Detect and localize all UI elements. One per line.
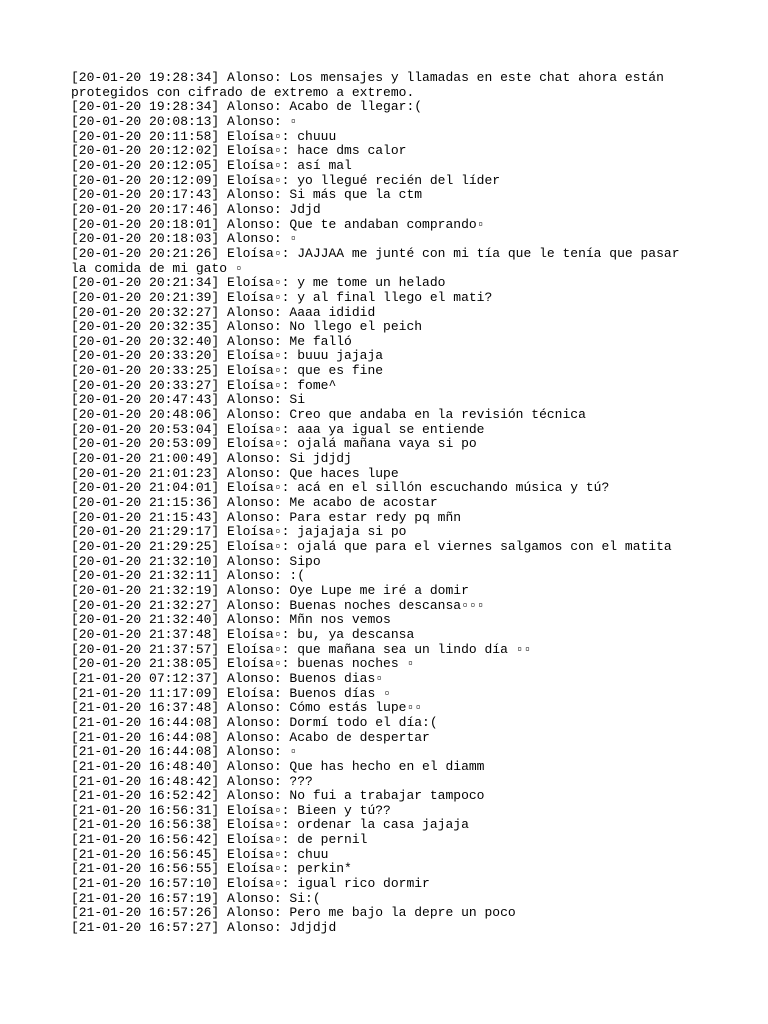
chat-message-line: [20-01-20 20:18:01] Alonso: Que te andaban comprando▫ (71, 216, 485, 232)
chat-message-line: [21-01-20 16:56:31] Eloísa▫: Bieen y tú?? (71, 802, 391, 818)
chat-message-line: [20-01-20 19:28:34] Alonso: Los mensajes y llamadas en este chat ahora están protegidos con cifrado de extremo a extremo. (71, 70, 672, 100)
chat-message-line: [20-01-20 21:04:01] Eloísa▫: acá en el sillón escuchando música y tú? (71, 480, 610, 496)
chat-message-line: [20-01-20 20:21:26] Eloísa▫: JAJJAA me junté con mi tía que le tenía que pasar la comida de mi gato ▫ (71, 245, 688, 276)
chat-message-line: [21-01-20 16:57:19] Alonso: Si:( (71, 890, 321, 906)
chat-message-line: [20-01-20 20:18:03] Alonso: ▫ (71, 231, 298, 247)
chat-message-line: [20-01-20 21:32:27] Alonso: Buenas noches descansa▫▫▫ (71, 597, 485, 613)
chat-message-line: [20-01-20 20:08:13] Alonso: ▫ (71, 113, 298, 129)
chat-message-line: [21-01-20 16:57:10] Eloísa▫: igual rico dormir (71, 876, 430, 892)
chat-message-line: [21-01-20 16:52:42] Alonso: No fui a trabajar tampoco (71, 788, 485, 804)
chat-message-line: [20-01-20 20:33:20] Eloísa▫: buuu jajaja (71, 348, 384, 364)
chat-message-line: [20-01-20 21:15:36] Alonso: Me acabo de acostar (71, 495, 438, 511)
chat-message-line: [20-01-20 20:53:04] Eloísa▫: aaa ya igual se entiende (71, 421, 485, 437)
chat-message-line: [20-01-20 21:00:49] Alonso: Si jdjdj (71, 451, 352, 467)
chat-message-line: [20-01-20 20:48:06] Alonso: Creo que andaba en la revisión técnica (71, 407, 586, 423)
chat-message-line: [20-01-20 21:37:57] Eloísa▫: que mañana sea un lindo día ▫▫ (71, 641, 532, 657)
chat-message-line: [20-01-20 21:29:25] Eloísa▫: ojalá que para el viernes salgamos con el matita (71, 539, 672, 554)
chat-message-line: [20-01-20 21:37:48] Eloísa▫: bu, ya descansa (71, 626, 415, 642)
chat-message-line: [20-01-20 21:32:11] Alonso: :( (71, 568, 306, 584)
chat-message-line: [21-01-20 16:37:48] Alonso: Cómo estás lupe▫▫ (71, 700, 423, 716)
chat-message-line: [20-01-20 20:21:34] Eloísa▫: y me tome un helado (71, 275, 446, 291)
chat-transcript (71, 71, 701, 936)
chat-message-line: [20-01-20 20:17:46] Alonso: Jdjd (71, 201, 321, 217)
chat-message-line: [20-01-20 20:21:39] Eloísa▫: y al final llego el mati? (71, 289, 493, 305)
chat-message-line: [20-01-20 19:28:34] Alonso: Acabo de llegar:( (71, 99, 423, 115)
chat-message-line: [21-01-20 16:48:42] Alonso: ??? (71, 773, 313, 789)
chat-message-line: [20-01-20 20:12:09] Eloísa▫: yo llegué recién del líder (71, 172, 501, 188)
chat-message-line: [20-01-20 20:11:58] Eloísa▫: chuuu (71, 128, 337, 144)
chat-message-line: [20-01-20 21:15:43] Alonso: Para estar redy pq mñn (71, 509, 462, 525)
chat-message-line: [20-01-20 20:53:09] Eloísa▫: ojalá mañana vaya si po (71, 436, 477, 452)
chat-message-line: [21-01-20 16:48:40] Alonso: Que has hecho en el diamm (71, 758, 485, 774)
chat-message-line: [20-01-20 20:33:25] Eloísa▫: que es fine (71, 363, 384, 379)
chat-message-line: [21-01-20 16:44:08] Alonso: Acabo de despertar (71, 729, 430, 745)
chat-message-line: [21-01-20 16:56:38] Eloísa▫: ordenar la casa jajaja (71, 817, 469, 833)
chat-message-line: [21-01-20 16:44:08] Alonso: ▫ (71, 744, 298, 760)
chat-message-line: [21-01-20 11:17:09] Eloísa: Buenos días ▫ (71, 685, 391, 701)
chat-message-line: [20-01-20 20:12:02] Eloísa▫: hace dms calor (71, 143, 407, 159)
chat-message-line: [21-01-20 16:44:08] Alonso: Dormí todo el día:( (71, 714, 438, 730)
chat-message-line: [20-01-20 20:32:35] Alonso: No llego el peich (71, 319, 423, 335)
chat-message-line: [20-01-20 21:38:05] Eloísa▫: buenas noches ▫ (71, 656, 415, 672)
chat-message-line: [20-01-20 20:47:43] Alonso: Si (71, 392, 306, 408)
chat-message-line: [20-01-20 20:32:40] Alonso: Me falló (71, 333, 352, 349)
chat-message-line: [21-01-20 16:56:42] Eloísa▫: de pernil (71, 832, 368, 848)
chat-message-line: [20-01-20 21:32:10] Alonso: Sipo (71, 553, 321, 569)
chat-message-line: [20-01-20 20:17:43] Alonso: Si más que la ctm (71, 187, 423, 203)
chat-message-line: [20-01-20 20:32:27] Alonso: Aaaa ididid (71, 304, 376, 320)
chat-message-line: [20-01-20 20:33:27] Eloísa▫: fome^ (71, 377, 337, 393)
chat-message-line: [20-01-20 21:32:19] Alonso: Oye Lupe me iré a domir (71, 582, 469, 598)
chat-message-line: [21-01-20 16:56:45] Eloísa▫: chuu (71, 846, 329, 862)
chat-message-line: [20-01-20 21:32:40] Alonso: Mñn nos vemos (71, 612, 391, 628)
chat-message-line: [20-01-20 20:12:05] Eloísa▫: así mal (71, 157, 352, 173)
chat-message-line: [21-01-20 16:57:26] Alonso: Pero me bajo la depre un poco (71, 905, 516, 921)
chat-message-line: [21-01-20 16:57:27] Alonso: Jdjdjd (71, 920, 337, 936)
chat-message-line: [20-01-20 21:01:23] Alonso: Que haces lupe (71, 465, 399, 481)
chat-message-line: [20-01-20 21:29:17] Eloísa▫: jajajaja si po (71, 524, 407, 540)
chat-message-line: [21-01-20 07:12:37] Alonso: Buenos dias▫ (71, 670, 384, 686)
chat-message-line: [21-01-20 16:56:55] Eloísa▫: perkin* (71, 861, 352, 877)
